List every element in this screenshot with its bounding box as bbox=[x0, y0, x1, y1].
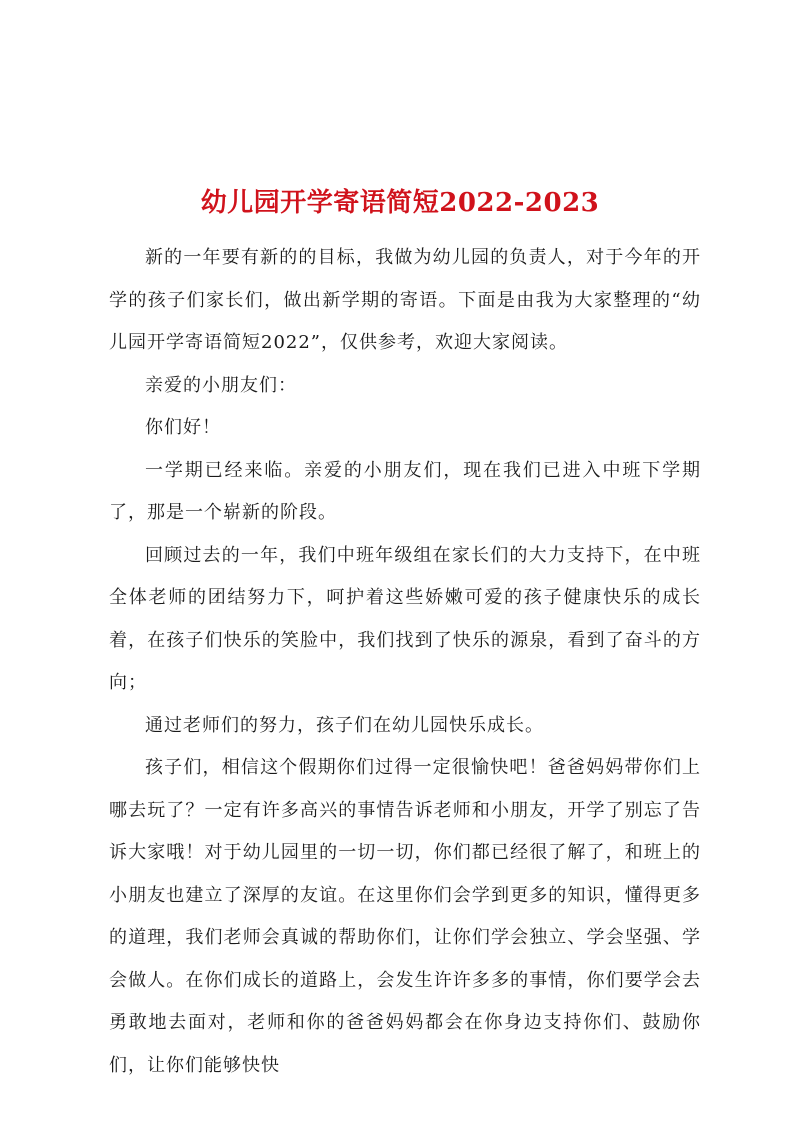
paragraph-holiday: 孩子们，相信这个假期你们过得一定很愉快吧！爸爸妈妈带你们上哪去玩了？一定有许多高兴的事情告诉老师和小朋友，开学了别忘了告诉大家哦！对于幼儿园里的一切一切，你们都已经很了解了，和班上的小朋友也建立了深厚的友谊。在这里你们会学到更多的知识，懂得更多的道理，我们老师会真诚的帮助你们，让你们学会独立、学会坚强、学会做人。在你们成长的道路上，会发生许许多多的事情，你们要学会去勇敢地去面对，老师和你的爸爸妈妈都会在你身边支持你们、鼓励你们，让你们能够快快 bbox=[109, 757, 701, 1076]
paragraph-intro: 新的一年要有新的的目标，我做为幼儿园的负责人，对于今年的开学的孩子们家长们，做出新学期的寄语。下面是由我为大家整理的“幼儿园开学寄语简短2022”，仅供参考，欢迎大家阅读。 bbox=[109, 247, 701, 353]
document-body bbox=[109, 237, 701, 1087]
paragraph-review: 回顾过去的一年，我们中班年级组在家长们的大力支持下，在中班全体老师的团结努力下，呵护着这些娇嫩可爱的孩子健康快乐的成长着，在孩子们快乐的笑脸中，我们找到了快乐的源泉，看到了奋斗的方向； bbox=[109, 544, 701, 693]
paragraph-greeting: 你们好！ bbox=[145, 417, 221, 438]
document-title: 幼儿园开学寄语简短2022-2023 bbox=[200, 188, 600, 219]
paragraph-new-semester: 一学期已经来临。亲爱的小朋友们，现在我们已进入中班下学期了，那是一个崭新的阶段。 bbox=[109, 459, 701, 523]
paragraph-growth: 通过老师们的努力，孩子们在幼儿园快乐成长。 bbox=[145, 714, 544, 736]
paragraph-salutation: 亲爱的小朋友们： bbox=[145, 374, 297, 396]
